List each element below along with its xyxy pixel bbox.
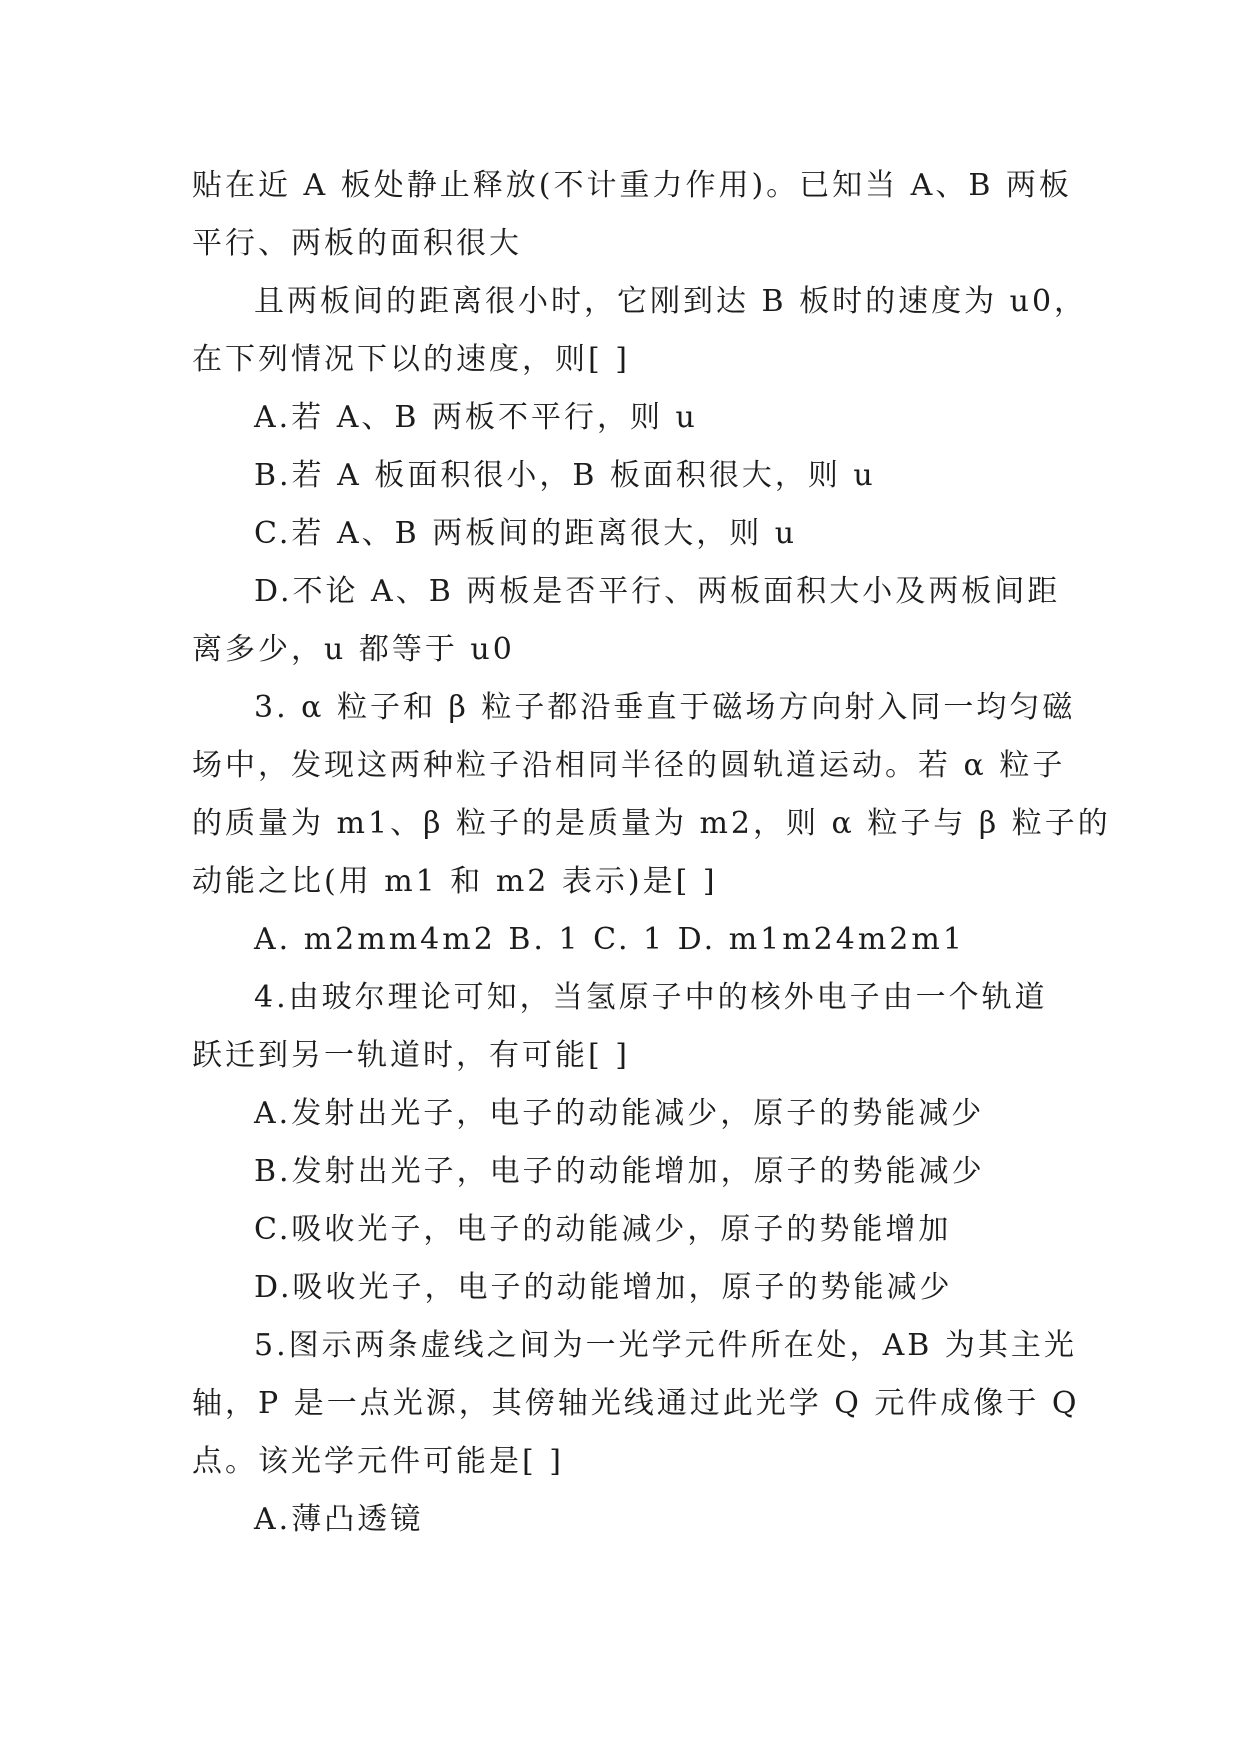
option-c-line: C.若 A、B 两板间的距离很大，则 u	[254, 516, 798, 551]
option-a-line: A.发射出光子，电子的动能减少，原子的势能减少	[254, 1096, 985, 1131]
option-c-line: C.吸收光子，电子的动能减少，原子的势能增加	[254, 1212, 952, 1247]
text-line: 点。该光学元件可能是[ ]	[192, 1444, 564, 1479]
text-line: 场中，发现这两种粒子沿相同半径的圆轨道运动。若 α 粒子	[192, 748, 1066, 783]
option-a-line: A.薄凸透镜	[254, 1502, 424, 1537]
question-5-line: 5.图示两条虚线之间为一光学元件所在处，AB 为其主光	[254, 1328, 1077, 1363]
option-d-line: D.不论 A、B 两板是否平行、两板面积大小及两板间距	[254, 574, 1061, 609]
text-line: 动能之比(用 m1 和 m2 表示)是[ ]	[192, 864, 718, 899]
option-d-line: D.吸收光子，电子的动能增加，原子的势能减少	[254, 1270, 953, 1305]
text-line: 轴，P 是一点光源，其傍轴光线通过此光学 Q 元件成像于 Q	[192, 1386, 1080, 1421]
text-line: 在下列情况下以的速度，则[ ]	[192, 342, 630, 377]
text-line: 跃迁到另一轨道时，有可能[ ]	[192, 1038, 630, 1073]
option-b-line: B.若 A 板面积很小，B 板面积很大，则 u	[254, 458, 876, 493]
text-line: 且两板间的距离很小时，它刚到达 B 板时的速度为 u0，	[254, 284, 1088, 319]
document-body	[192, 157, 1111, 1549]
text-line: 平行、两板的面积很大	[192, 226, 522, 261]
option-b-line: B.发射出光子，电子的动能增加，原子的势能减少	[254, 1154, 985, 1189]
text-line: 的质量为 m1、β 粒子的是质量为 m2，则 α 粒子与 β 粒子的	[192, 806, 1111, 841]
question-3-line: 3. α 粒子和 β 粒子都沿垂直于磁场方向射入同一均匀磁	[254, 690, 1076, 725]
question-4-line: 4.由玻尔理论可知，当氢原子中的核外电子由一个轨道	[254, 980, 1048, 1015]
option-a-line: A.若 A、B 两板不平行，则 u	[254, 400, 698, 435]
text-line: 离多少，u 都等于 u0	[192, 632, 515, 667]
text-line: 贴在近 A 板处静止释放(不计重力作用)。已知当 A、B 两板	[192, 168, 1072, 203]
options-line: A. m2mm4m2 B. 1 C. 1 D. m1m24m2m1	[254, 922, 965, 957]
